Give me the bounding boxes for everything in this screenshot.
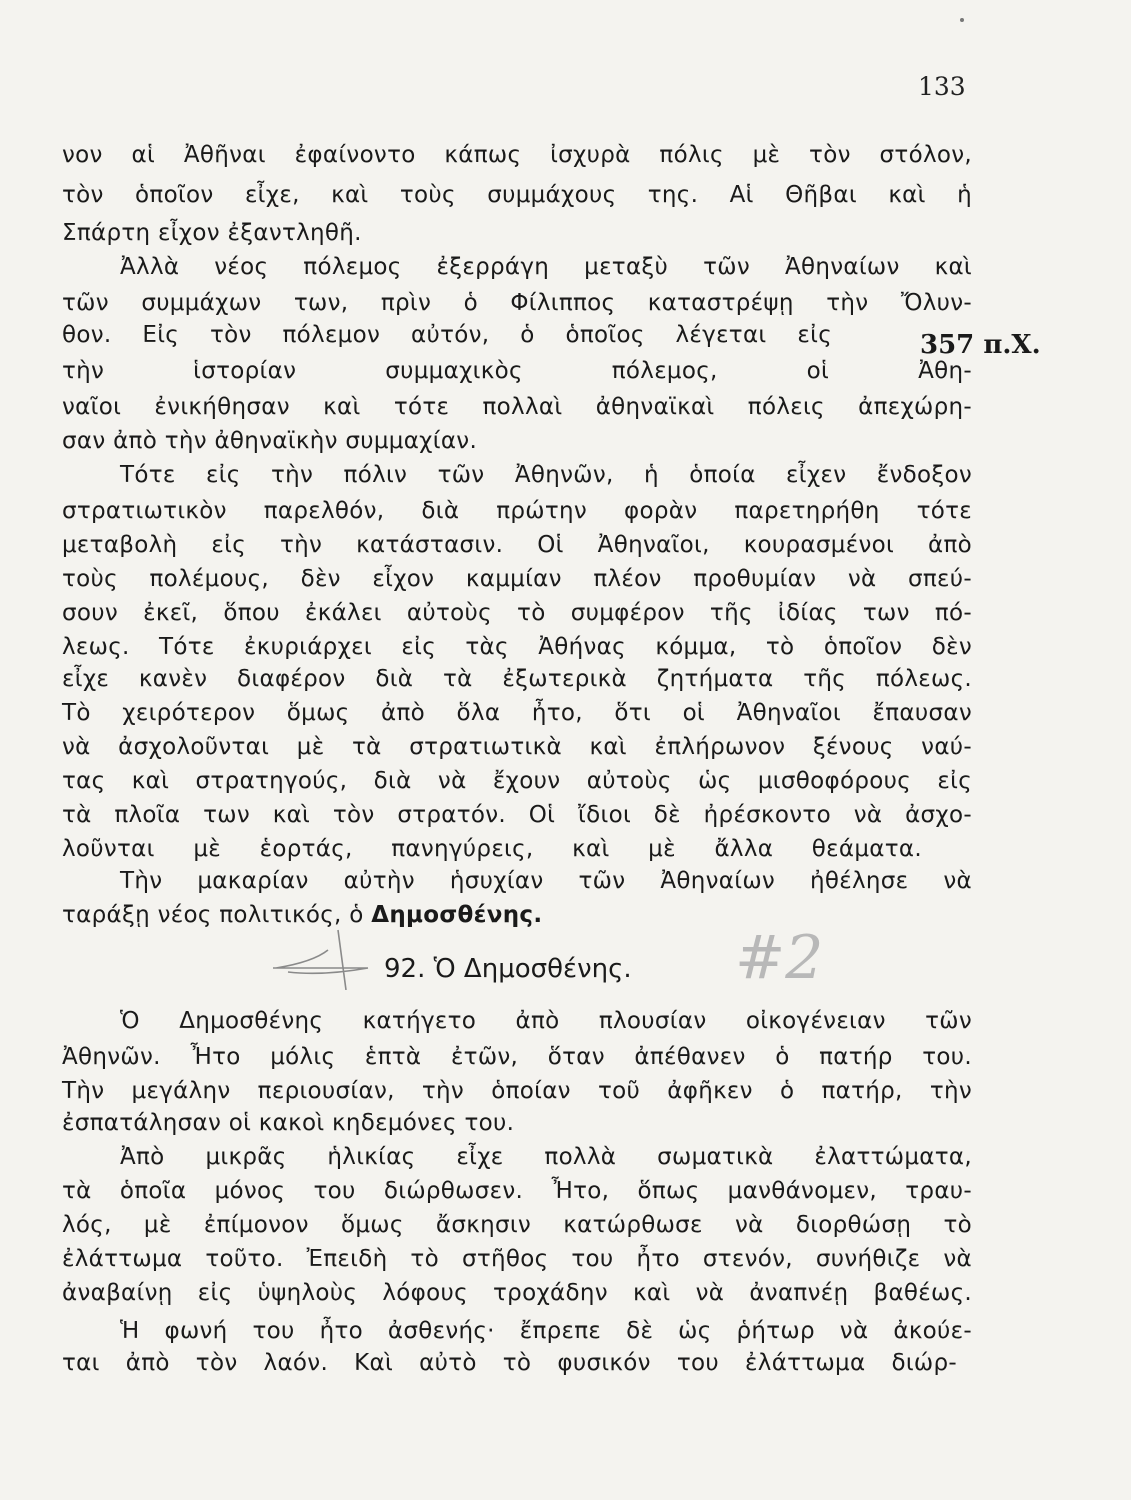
text-line: Ἀθηνῶν. Ἦτο μόλις ἑπτὰ ἐτῶν, ὅταν ἀπέθανεν ὁ πατήρ του. xyxy=(62,1044,972,1070)
text-line: ἀναβαίνῃ εἰς ὑψηλοὺς λόφους τροχάδην καὶ νὰ ἀναπνέῃ βαθέως. xyxy=(62,1280,972,1306)
pencil-mark xyxy=(725,920,845,990)
text-line: σουν ἐκεῖ, ὅπου ἐκάλει αὐτοὺς τὸ συμφέρον τῆς ἰδίας των πό- xyxy=(62,600,972,626)
text-line: ἐσπατάλησαν οἱ κακοὶ κηδεμόνες του. xyxy=(62,1110,515,1136)
text-line: Ὁ Δημοσθένης κατήγετο ἀπὸ πλουσίαν οἰκογένειαν τῶν xyxy=(120,1008,972,1034)
text-line: νον αἱ Ἀθῆναι ἐφαίνοντο κάπως ἰσχυρὰ πόλις μὲ τὸν στόλον, xyxy=(62,142,972,168)
text-line: νὰ ἀσχολοῦνται μὲ τὰ στρατιωτικὰ καὶ ἐπλήρωνον ξένους ναύ- xyxy=(62,734,972,760)
text-line: τὰ ὁποῖα μόνος του διώρθωσεν. Ἦτο, ὅπως μανθάνομεν, τραυ- xyxy=(62,1178,972,1204)
bold-name: Δημοσθένης. xyxy=(371,902,543,928)
text-line: σαν ἀπὸ τὴν ἀθηναϊκὴν συμμαχίαν. xyxy=(62,428,478,454)
text-line: ἐλάττωμα τοῦτο. Ἐπειδὴ τὸ στῆθος του ἦτο στενόν, συνήθιζε νὰ xyxy=(62,1246,972,1272)
text-line: λός, μὲ ἐπίμονον ὅμως ἄσκησιν κατώρθωσε νὰ διορθώσῃ τὸ xyxy=(62,1212,972,1238)
page-number: 133 xyxy=(918,72,966,101)
text-line: Σπάρτη εἶχον ἐξαντληθῆ. xyxy=(62,220,362,246)
text-fragment: ταράξῃ νέος πολιτικός, ὁ xyxy=(62,902,364,928)
text-line: τὰ πλοῖα των καὶ τὸν στρατόν. Οἱ ἴδιοι δὲ ἠρέσκοντο νὰ ἀσχο- xyxy=(62,802,972,828)
text-line: ται ἀπὸ τὸν λαόν. Καὶ αὐτὸ τὸ φυσικόν του ἐλάττωμα διώρ- xyxy=(62,1350,957,1376)
text-line: τας καὶ στρατηγούς, διὰ νὰ ἔχουν αὐτοὺς ὡς μισθοφόρους εἰς xyxy=(62,768,972,794)
text-line: Ἡ φωνή του ἦτο ἀσθενής· ἔπρεπε δὲ ὡς ῥήτωρ νὰ ἀκούε- xyxy=(120,1318,972,1344)
text-line: Ἀπὸ μικρᾶς ἡλικίας εἶχε πολλὰ σωματικὰ ἐλαττώματα, xyxy=(120,1144,972,1170)
text-line: μεταβολὴ εἰς τὴν κατάστασιν. Οἱ Ἀθηναῖοι, κουρασμένοι ἀπὸ xyxy=(62,532,972,558)
pencil-arrow-icon xyxy=(268,920,378,990)
text-line: Τὸ χειρότερον ὅμως ἀπὸ ὅλα ἦτο, ὅτι οἱ Ἀθηναῖοι ἔπαυσαν xyxy=(62,700,972,726)
text-line: Ἀλλὰ νέος πόλεμος ἐξερράγη μεταξὺ τῶν Ἀθηναίων καὶ xyxy=(120,254,972,280)
text-line: εἶχε κανὲν διαφέρον διὰ τὰ ἐξωτερικὰ ζητήματα τῆς πόλεως. xyxy=(62,666,972,692)
scan-speck xyxy=(960,18,964,22)
pencil-mark-text: #2 xyxy=(735,923,824,990)
text-line: λοῦνται μὲ ἑορτάς, πανηγύρεις, καὶ μὲ ἄλλα θεάματα. xyxy=(62,836,922,862)
text-line: Τότε εἰς τὴν πόλιν τῶν Ἀθηνῶν, ἡ ὁποία εἶχεν ἔνδοξον xyxy=(120,462,972,488)
section-heading: 92. Ὁ Δημοσθένης. xyxy=(384,954,632,984)
text-line: τοὺς πολέμους, δὲν εἶχον καμμίαν πλέον προθυμίαν νὰ σπεύ- xyxy=(62,566,972,592)
text-line: τὸν ὁποῖον εἶχε, καὶ τοὺς συμμάχους της. Αἱ Θῆβαι καὶ ἡ xyxy=(62,182,972,208)
text-line: θον. Εἰς τὸν πόλεμον αὐτόν, ὁ ὁποῖος λέγεται εἰς xyxy=(62,322,832,348)
text-line: ναῖοι ἐνικήθησαν καὶ τότε πολλαὶ ἀθηναϊκαὶ πόλεις ἀπεχώρη- xyxy=(62,394,972,420)
text-line: Τὴν μακαρίαν αὐτὴν ἡσυχίαν τῶν Ἀθηναίων ἠθέλησε νὰ xyxy=(120,868,972,894)
text-line: λεως. Τότε ἐκυριάρχει εἰς τὰς Ἀθήνας κόμμα, τὸ ὁποῖον δὲν xyxy=(62,634,972,660)
text-line: τῶν συμμάχων των, πρὶν ὁ Φίλιππος καταστρέψῃ τὴν Ὄλυν- xyxy=(62,290,972,316)
text-line: Τὴν μεγάλην περιουσίαν, τὴν ὁποίαν τοῦ ἀφῆκεν ὁ πατήρ, τὴν xyxy=(62,1078,972,1104)
text-line: τὴν ἱστορίαν συμμαχικὸς πόλεμος, οἱ Ἀθη- xyxy=(62,358,972,384)
margin-date-note: 357 π.Χ. xyxy=(920,330,1041,360)
text-line: στρατιωτικὸν παρελθόν, διὰ πρώτην φορὰν παρετηρήθη τότε xyxy=(62,498,972,524)
